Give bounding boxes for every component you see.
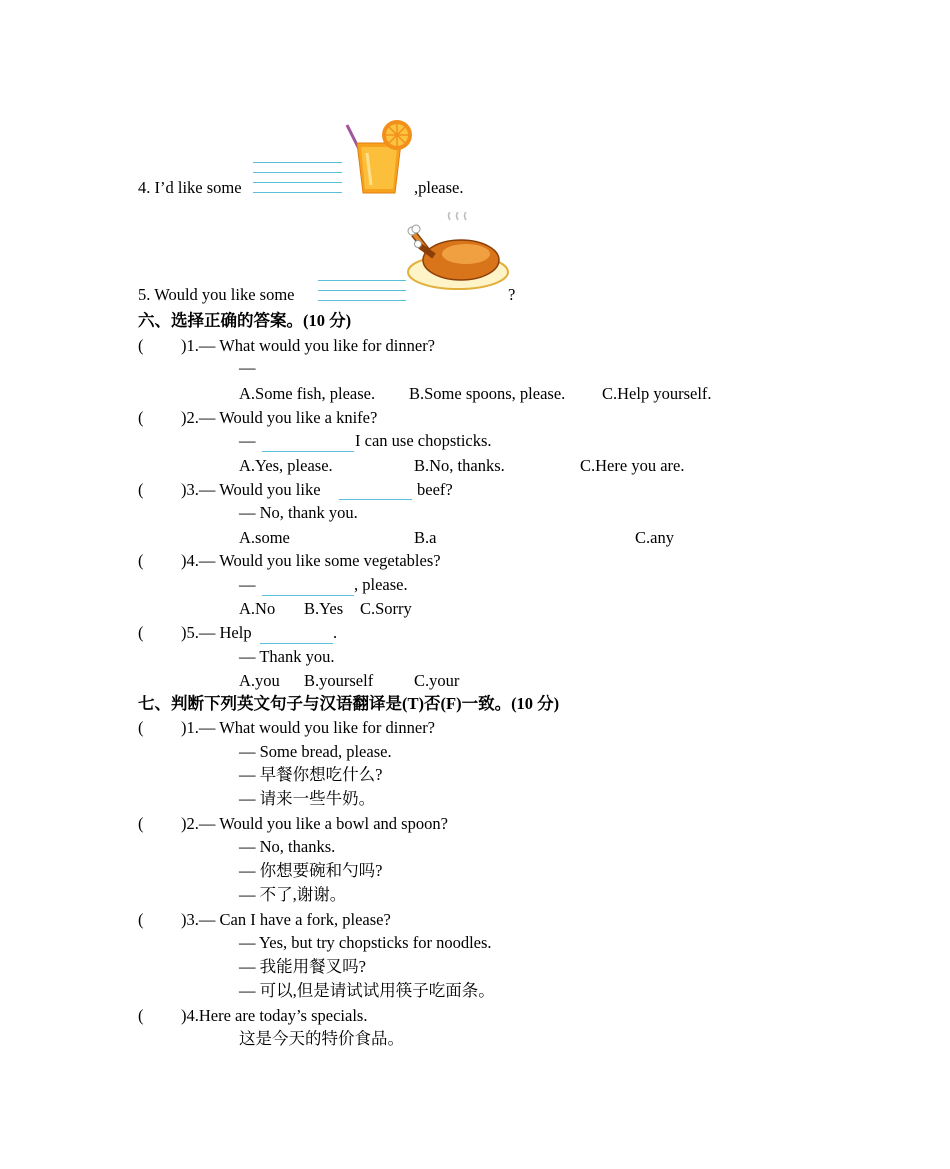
dialog-line: 这是今天的特价食品。 — [239, 1029, 404, 1048]
question-text: )3.— Would you like — [181, 480, 321, 499]
option-a: A.you — [239, 671, 280, 690]
q4-suffix: ,please. — [414, 178, 464, 197]
blank-line — [262, 451, 354, 452]
section-6-title: 六、选择正确的答案。(10 分) — [138, 311, 352, 330]
answer-dash: — — [239, 431, 256, 450]
answer-paren: ( — [138, 623, 144, 642]
dialog-line: — 请来一些牛奶。 — [239, 789, 376, 808]
option-c: C.any — [635, 528, 674, 547]
dialog-line: — 不了,谢谢。 — [239, 885, 347, 904]
answer-text: I can use chopsticks. — [355, 431, 492, 450]
answer-line-text: — Thank you. — [239, 647, 335, 666]
answer-text: , please. — [354, 575, 408, 594]
answer-line — [318, 300, 406, 301]
blank-line — [339, 499, 412, 500]
answer-paren: ( — [138, 408, 144, 427]
answer-paren: ( — [138, 480, 144, 499]
question-text: )1.— What would you like for dinner? — [181, 718, 436, 737]
question-text: )1.— What would you like for dinner? — [181, 336, 436, 355]
option-c: C.your — [414, 671, 460, 690]
roast-chicken-picture — [406, 212, 510, 292]
dialog-line: — 你想要碗和勺吗? — [239, 861, 383, 880]
blank-line — [260, 643, 333, 644]
answer-paren: ( — [138, 814, 144, 833]
answer-paren: ( — [138, 718, 144, 737]
answer-paren: ( — [138, 551, 144, 570]
answer-line — [253, 182, 342, 183]
answer-line — [318, 280, 406, 281]
question-text: )2.— Would you like a bowl and spoon? — [181, 814, 448, 833]
answer-line — [318, 290, 406, 291]
q5-prefix: 5. Would you like some — [138, 285, 295, 304]
answer-line-text: — — [239, 358, 256, 377]
dialog-line: — 可以,但是请试试用筷子吃面条。 — [239, 981, 495, 1000]
answer-line-text: — No, thank you. — [239, 503, 358, 522]
option-c: C.Here you are. — [580, 456, 685, 475]
orange-juice-picture — [343, 117, 415, 195]
option-a: A.No — [239, 599, 276, 618]
question-text: )2.— Would you like a knife? — [181, 408, 378, 427]
question-text-end: beef? — [417, 480, 453, 499]
dialog-line: — 早餐你想吃什么? — [239, 765, 383, 784]
option-b: B.Some spoons, please. — [409, 384, 566, 403]
option-b: B.Yes — [304, 599, 344, 618]
option-b: B.yourself — [304, 671, 374, 690]
answer-line — [253, 192, 342, 193]
answer-line — [253, 172, 342, 173]
option-c: C.Sorry — [360, 599, 412, 618]
blank-line — [262, 595, 354, 596]
option-a: A.Yes, please. — [239, 456, 333, 475]
question-text-end: . — [333, 623, 338, 642]
question-text: )4.Here are today’s specials. — [181, 1006, 368, 1025]
question-text: )4.— Would you like some vegetables? — [181, 551, 441, 570]
option-a: A.Some fish, please. — [239, 384, 376, 403]
section-7-title: 七、判断下列英文句子与汉语翻译是(T)否(F)一致。(10 分) — [138, 694, 560, 713]
q5-suffix: ? — [508, 285, 516, 304]
dialog-line: — Yes, but try chopsticks for noodles. — [239, 933, 492, 952]
answer-paren: ( — [138, 336, 144, 355]
option-c: C.Help yourself. — [602, 384, 712, 403]
answer-line — [253, 162, 342, 163]
dialog-line: — 我能用餐叉吗? — [239, 957, 366, 976]
answer-dash: — — [239, 575, 256, 594]
question-text: )3.— Can I have a fork, please? — [181, 910, 391, 929]
answer-paren: ( — [138, 910, 144, 929]
dialog-line: — Some bread, please. — [239, 742, 392, 761]
option-b: B.No, thanks. — [414, 456, 505, 475]
option-b: B.a — [414, 528, 437, 547]
dialog-line: — No, thanks. — [239, 837, 336, 856]
answer-paren: ( — [138, 1006, 144, 1025]
question-text: )5.— Help — [181, 623, 252, 642]
option-a: A.some — [239, 528, 290, 547]
q4-prefix: 4. I’d like some — [138, 178, 242, 197]
